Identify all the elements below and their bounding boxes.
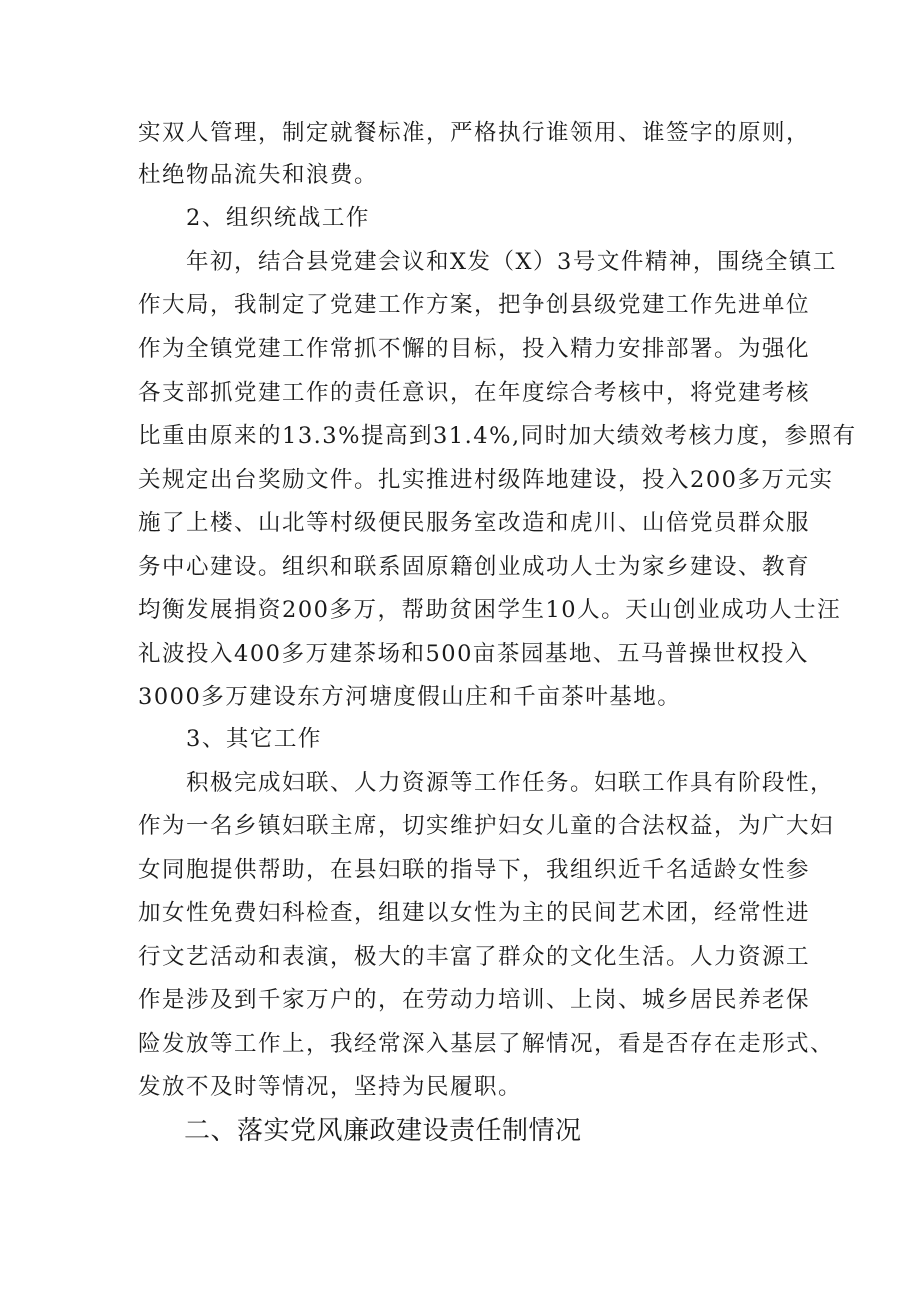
paragraph-line: 作是涉及到千家万户的，在劳动力培训、上岗、城乡居民养老保 <box>138 987 811 1013</box>
paragraph-line: 关规定出台奖励文件。扎实推进村级阵地建设，投入200多万元实 <box>138 467 834 493</box>
paragraph-line: 各支部抓党建工作的责任意识，在年度综合考核中，将党建考核 <box>138 380 811 406</box>
section-heading: 二、落实党风廉政建设责任制情况 <box>184 1116 582 1146</box>
paragraph-line: 比重由原来的13.3%提高到31.4%,同时加大绩效考核力度，参照有 <box>138 423 857 449</box>
paragraph-line: 务中心建设。组织和联系固原籍创业成功人士为家乡建设、教育 <box>138 554 811 580</box>
paragraph-line: 作为一名乡镇妇联主席，切实维护妇女儿童的合法权益，为广大妇 <box>138 813 835 839</box>
paragraph-line: 杜绝物品流失和浪费。 <box>138 162 379 188</box>
paragraph-line: 均衡发展捐资200多万，帮助贫困学生10人。天山创业成功人士汪 <box>138 597 842 623</box>
subheading-organization-united-front: 2、组织统战工作 <box>186 205 370 231</box>
paragraph-line: 加女性免费妇科检查，组建以女性为主的民间艺术团，经常性进 <box>138 900 811 926</box>
paragraph-line: 3000多万建设东方河塘度假山庄和千亩茶叶基地。 <box>138 684 682 710</box>
paragraph-line: 行文艺活动和表演，极大的丰富了群众的文化生活。人力资源工 <box>138 944 811 970</box>
subheading-other-work: 3、其它工作 <box>186 726 322 752</box>
paragraph-line: 女同胞提供帮助，在县妇联的指导下，我组织近千名适龄女性参 <box>138 857 811 883</box>
paragraph-line: 实双人管理，制定就餐标准，严格执行谁领用、谁签字的原则， <box>138 120 811 146</box>
paragraph-line: 发放不及时等情况，坚持为民履职。 <box>138 1074 523 1100</box>
paragraph-line: 施了上楼、山北等村级便民服务室改造和虎川、山倍党员群众服 <box>138 510 811 536</box>
paragraph-line: 积极完成妇联、人力资源等工作任务。妇联工作具有阶段性， <box>186 770 835 796</box>
paragraph-line: 险发放等工作上，我经常深入基层了解情况，看是否存在走形式、 <box>138 1031 835 1057</box>
paragraph-line: 作为全镇党建工作常抓不懈的目标，投入精力安排部署。为强化 <box>138 336 811 362</box>
paragraph-line: 作大局，我制定了党建工作方案，把争创县级党建工作先进单位 <box>138 292 811 318</box>
paragraph-line: 礼波投入400多万建茶场和500亩茶园基地、五马普操世权投入 <box>138 641 809 667</box>
paragraph-line: 年初，结合县党建会议和X发（X）3号文件精神，围绕全镇工 <box>186 249 837 275</box>
